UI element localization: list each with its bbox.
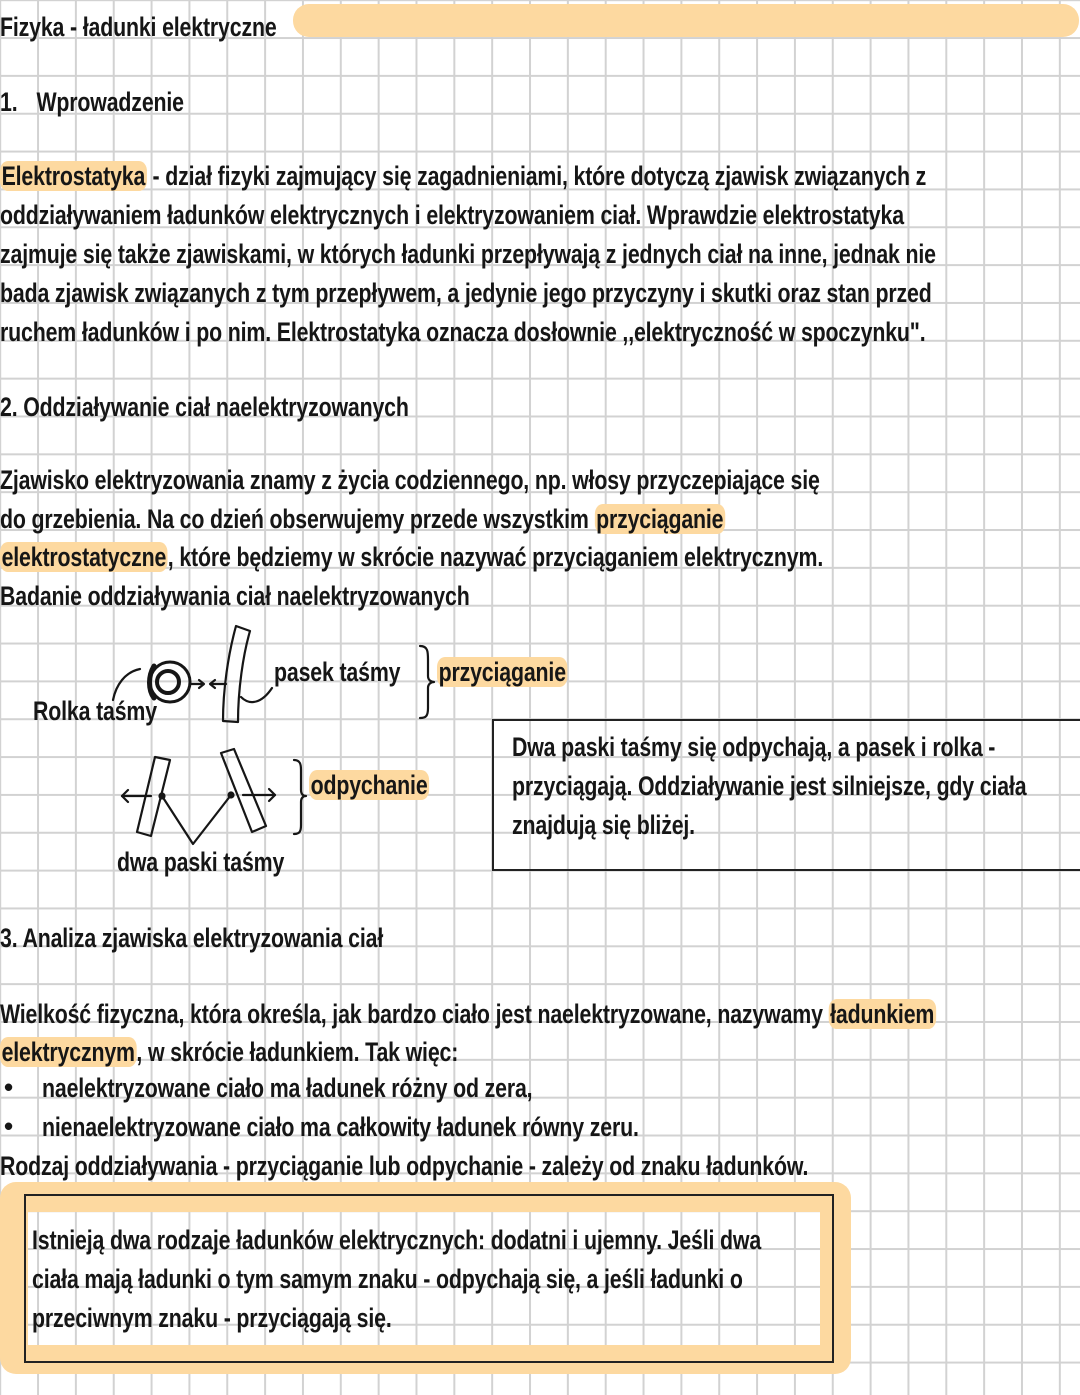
term-highlight-ladunkiem: ładunkiem [830, 999, 935, 1029]
note-line: znajdują się bliżej. [512, 810, 695, 840]
v-thread-line [162, 795, 231, 844]
section1-title: Wprowadzenie [36, 87, 184, 117]
paragraph-line [0, 998, 936, 1030]
rule-line: ciała mają ładunki o tym samym znaku - odpychają się, a jeśli ładunki o [32, 1264, 743, 1294]
bullet-icon: • [4, 1072, 14, 1102]
attraction-highlight: przyciąganie [438, 657, 566, 687]
repulsion-highlight: odpychanie [310, 770, 428, 800]
term-highlight-elektrostatyczne: elektrostatyczne [1, 542, 167, 572]
paragraph-line: bada zjawisk związanych z tym przepływem, a jedynie jego przyczyny i skutki oraz stan przed [0, 278, 932, 308]
document-title: Fizyka - ładunki elektryczne [0, 12, 277, 42]
text: do grzebienia. Na co dzień obserwujemy przede wszystkim [0, 504, 595, 534]
bullet-icon: • [4, 1111, 14, 1141]
text: Wielkość fizyczna, która określa, jak bardzo ciało jest naelektryzowane, nazywamy [0, 999, 829, 1029]
tape-strip-right-icon [221, 749, 266, 832]
label-attraction [437, 656, 567, 688]
term-highlight-elektrycznym: elektrycznym [1, 1037, 135, 1067]
text: - dział fizyki zajmujący się zagadnieniami, które dotyczą zjawisk związanych z [146, 161, 927, 191]
list-item: nienaelektryzowane ciało ma całkowity ładunek równy zeru. [42, 1112, 639, 1142]
rule-line: przeciwnym znaku - przyciągają się. [32, 1303, 392, 1333]
paragraph-line: oddziaływaniem ładunków elektrycznych i elektryzowaniem ciał. Wprawdzie elektrostatyka [0, 200, 904, 230]
section1-number: 1. [0, 87, 18, 117]
paragraph-line: Rodzaj oddziaływania - przyciąganie lub odpychanie - zależy od znaku ładunków. [0, 1151, 809, 1181]
note-line: przyciągają. Oddziaływanie jest silniejsze, gdy ciała [512, 771, 1027, 801]
text: , w skrócie ładunkiem. Tak więc: [136, 1037, 459, 1067]
paragraph-line: zajmuje się także zjawiskami, w których ładunki przepływają z jednych ciał na inne, jednak nie [0, 239, 936, 269]
strip-leader-line [241, 688, 272, 702]
list-item: naelektryzowane ciało ma ładunek różny od zera, [42, 1073, 533, 1103]
rule-line: Istnieją dwa rodzaje ładunków elektrycznych: dodatni i ujemny. Jeśli dwa [32, 1225, 762, 1255]
paragraph-line: ruchem ładunków i po nim. Elektrostatyka oznacza dosłownie ,,elektryczność w spoczynku". [0, 317, 926, 347]
section2-heading: 2. Oddziaływanie ciał naelektryzowanych [0, 392, 409, 422]
label-two-strips: dwa paski taśmy [117, 847, 285, 877]
label-repulsion [309, 769, 429, 801]
paragraph-line [0, 1036, 458, 1068]
brace-attraction-icon [420, 646, 434, 718]
paragraph-line: Badanie oddziaływania ciał naelektryzowanych [0, 581, 470, 611]
text: , które będziemy w skrócie nazywać przyciąganiem elektrycznym. [167, 542, 824, 572]
term-highlight-przyciaganie: przyciąganie [596, 504, 724, 534]
label-tape-roll: Rolka taśmy [33, 696, 157, 726]
section3-heading: 3. Analiza zjawiska elektryzowania ciał [0, 923, 384, 953]
note-line: Dwa paski taśmy się odpychają, a pasek i rolka - [512, 732, 996, 762]
paragraph-line: Zjawisko elektryzowania znamy z życia codziennego, np. włosy przyczepiające się [0, 465, 820, 495]
term-highlight-elektrostatyka: Elektrostatyka [1, 161, 146, 191]
tape-strip-icon [223, 626, 250, 722]
brace-repulsion-icon [294, 760, 306, 834]
label-tape-strip: pasek taśmy [274, 657, 401, 687]
